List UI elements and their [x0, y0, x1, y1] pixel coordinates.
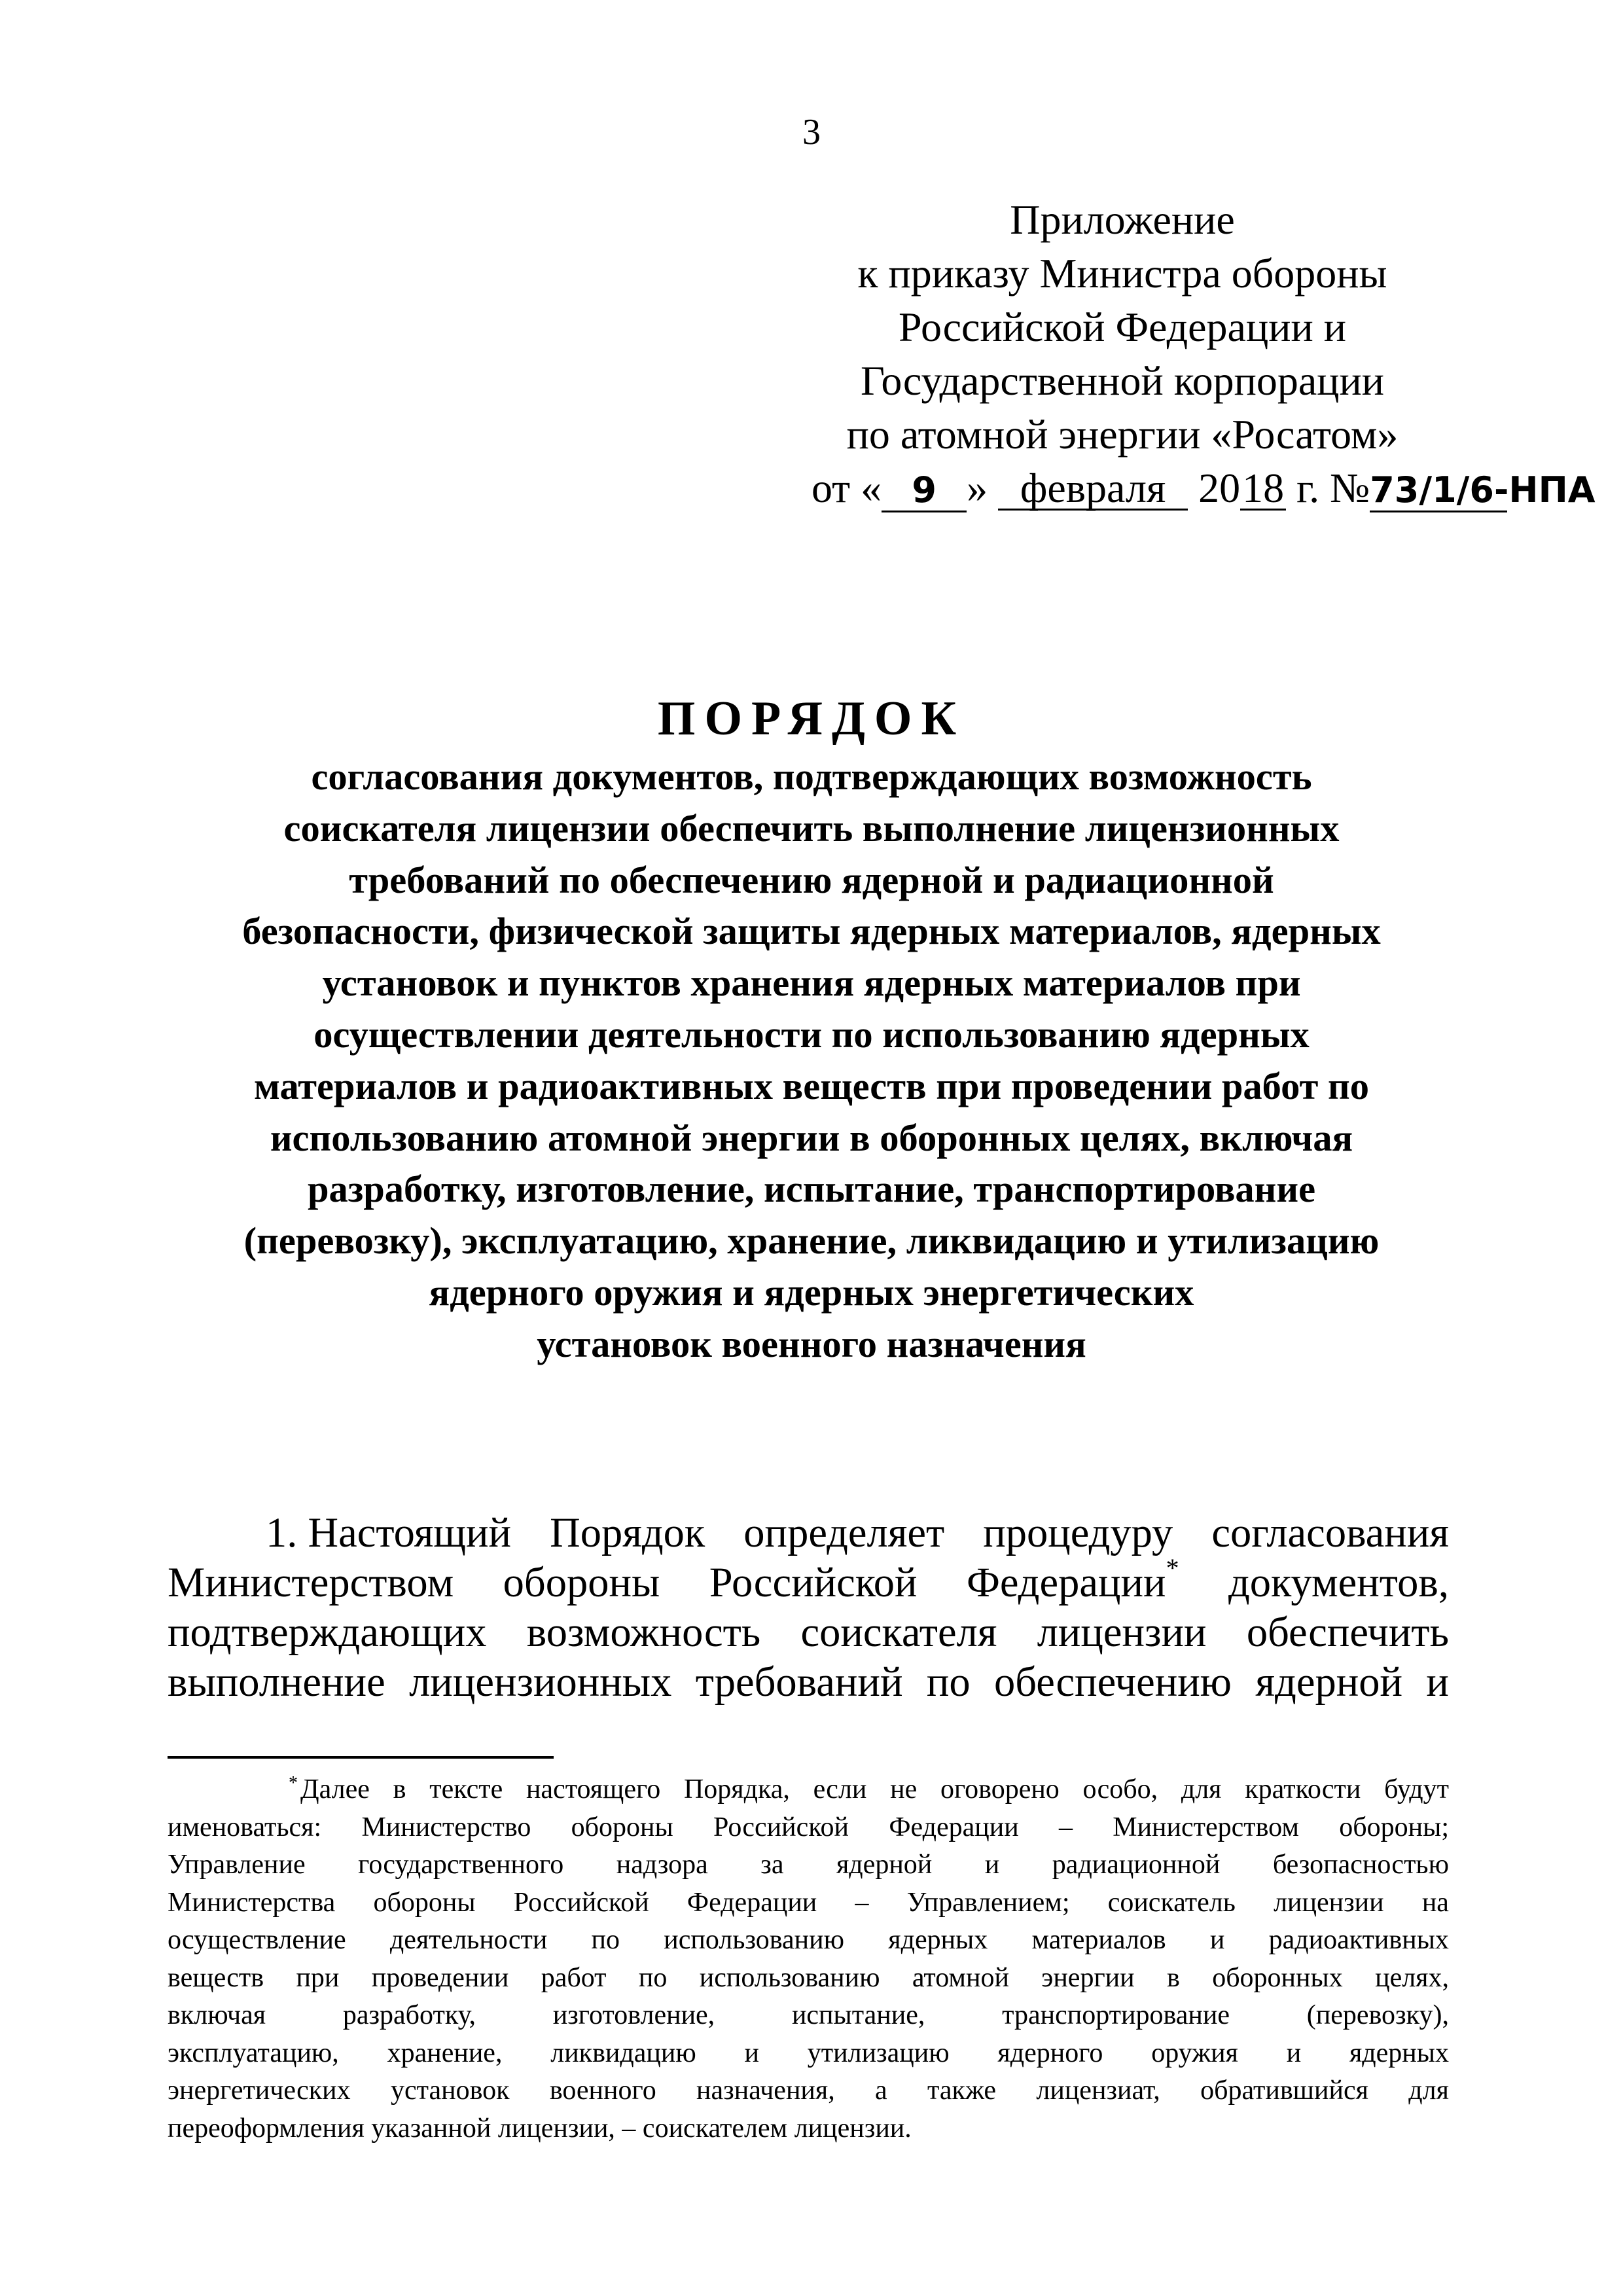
word: Порядок — [550, 1509, 705, 1556]
subtitle-line: осуществлении деятельности по использованию ядерных — [313, 1013, 1310, 1056]
word: требований — [695, 1659, 903, 1705]
word: лицензионных — [409, 1659, 672, 1705]
footnote-marker: * — [1166, 1553, 1179, 1583]
footnote-line — [168, 2072, 1449, 2110]
footnote-word: тексте — [429, 1774, 503, 1804]
footnote-word: не — [890, 1774, 918, 1804]
footnote-word: испытание, — [791, 2000, 925, 2030]
appendix-line: Российской Федерации и — [899, 304, 1346, 350]
appendix-line: Государственной корпорации — [860, 357, 1385, 404]
paragraph-1 — [168, 1508, 1449, 1707]
appendix-line: по атомной энергии «Росатом» — [846, 411, 1399, 457]
footnote-word: Порядка, — [683, 1774, 790, 1804]
word: процедуру — [983, 1509, 1173, 1556]
document-title: ПОРЯДОК — [657, 692, 966, 745]
footnote-word: использованию — [664, 1925, 845, 1955]
word: подтверждающих — [168, 1609, 487, 1655]
footnote-word: радиационной — [1052, 1850, 1221, 1880]
subtitle-line: материалов и радиоактивных веществ при проведении работ по — [254, 1064, 1369, 1107]
subtitle-line: соискателя лицензии обеспечить выполнение лицензионных — [283, 806, 1340, 850]
footnote-word: атомной — [912, 1962, 1009, 1993]
word: лицензии — [1037, 1609, 1207, 1655]
footnote-line — [168, 1809, 1449, 1847]
footnote-word: эксплуатацию, — [168, 2037, 339, 2068]
footnote-word: энергии — [1041, 1962, 1135, 1993]
footnote-word: назначения, — [696, 2075, 835, 2106]
footnote-word: материалов — [1031, 1925, 1166, 1955]
footnote-word: при — [296, 1962, 340, 1993]
footnote-line — [168, 1922, 1449, 1960]
footnote-word: – — [1058, 1812, 1073, 1842]
footnote-word: обратившийся — [1200, 2075, 1368, 2106]
footnote-word: для — [1181, 1774, 1222, 1804]
word: и — [1426, 1659, 1449, 1705]
footnote-word: и — [1286, 2037, 1302, 2068]
footnote-word: транспортирование — [1002, 2000, 1230, 2030]
footnote-line — [168, 1884, 1449, 1922]
footnote-word: радиоактивных — [1268, 1925, 1449, 1955]
subtitle-line: безопасности, физической защиты ядерных материалов, ядерных — [242, 910, 1381, 953]
word: выполнение — [168, 1659, 385, 1705]
footnote-word: ядерного — [997, 2037, 1103, 2068]
year-prefix: 20 — [1198, 465, 1241, 511]
footnote-line — [168, 1997, 1449, 2035]
footnote-word: проведении — [371, 1962, 509, 1993]
footnote-word: обороны — [373, 1887, 476, 1918]
footnote-word: Российской — [513, 1887, 649, 1918]
order-date-line — [812, 461, 1596, 515]
footnote-word: ядерной — [836, 1850, 933, 1880]
appendix-block — [812, 193, 1596, 515]
footnote-word: оружия — [1151, 2037, 1238, 2068]
footnote-word: Министерства — [168, 1887, 336, 1918]
footnote-word: краткости — [1245, 1774, 1361, 1804]
footnote-word: (перевозку), — [1306, 2000, 1449, 2030]
footnote-word: лицензиат, — [1036, 2075, 1160, 2106]
paragraph-line — [168, 1657, 1449, 1707]
footnote-line: переоформления указанной лицензии, – соискателем лицензии. — [168, 2113, 912, 2144]
order-number: 73/1/6-НПА — [1370, 470, 1507, 512]
word: ядерной — [1255, 1659, 1402, 1705]
word: по — [926, 1659, 971, 1705]
footnote-word: по — [638, 1962, 668, 1993]
paragraph-line — [168, 1607, 1449, 1657]
footnote-word: будут — [1384, 1774, 1449, 1804]
footnote-word: лицензии — [1274, 1887, 1384, 1918]
page-number: 3 — [802, 112, 821, 152]
footnote-word: на — [1421, 1887, 1449, 1918]
footnote-word: утилизацию — [807, 2037, 950, 2068]
footnote-word: для — [1408, 2075, 1449, 2106]
footnote-word: Министерством — [1113, 1812, 1299, 1842]
paragraph-line — [168, 1553, 1449, 1607]
order-day: 9 — [882, 470, 967, 512]
footnote-word: деятельности — [389, 1925, 548, 1955]
footnote-word: ликвидацию — [550, 2037, 696, 2068]
footnote-word: оборонных — [1212, 1962, 1343, 1993]
footnote-word: государственного — [358, 1850, 564, 1880]
footnote-word: целях, — [1375, 1962, 1449, 1993]
subtitle-line: ядерного оружия и ядерных энергетических — [429, 1270, 1194, 1314]
footnote-line — [168, 1846, 1449, 1884]
footnote-word: и — [744, 2037, 759, 2068]
footnote-word: по — [591, 1925, 620, 1955]
footnote-word: – — [855, 1887, 869, 1918]
word: обороны — [503, 1559, 660, 1605]
footnote-word: ядерных — [1349, 2037, 1449, 2068]
footnote-word: установок — [390, 2075, 510, 2106]
subtitle-line: установок военного назначения — [537, 1322, 1086, 1365]
word: Российской — [709, 1559, 918, 1605]
subtitle-line: (перевозку), эксплуатацию, хранение, ликвидацию и утилизацию — [243, 1219, 1380, 1263]
footnote-word: веществ — [168, 1962, 264, 1993]
footnote-line — [168, 1960, 1449, 1998]
footnote-word: военного — [549, 2075, 656, 2106]
footnote-word: в — [1166, 1962, 1180, 1993]
word: обеспечению — [994, 1659, 1232, 1705]
footnote-word: в — [393, 1774, 406, 1804]
footnote-word: Федерации — [889, 1812, 1019, 1842]
footnote-word: работ — [541, 1962, 607, 1993]
subtitle-line: установок и пунктов хранения ядерных материалов при — [322, 961, 1301, 1005]
footnote-word: Управление — [168, 1850, 306, 1880]
footnote-word: и — [984, 1850, 1000, 1880]
footnote-word: настоящего — [526, 1774, 661, 1804]
footnote-line — [168, 2035, 1449, 2073]
footnote-word: а — [875, 2075, 887, 2106]
footnote-word: включая — [168, 2000, 266, 2030]
word-with-footnote — [966, 1553, 1179, 1607]
word: обеспечить — [1246, 1609, 1449, 1655]
word: Федерации — [966, 1559, 1166, 1605]
footnote-word: обороны — [571, 1812, 673, 1842]
word: определяет — [743, 1509, 945, 1556]
footnote-word: за — [760, 1850, 784, 1880]
word: 1. Настоящий — [266, 1509, 512, 1556]
date-mid: » — [967, 465, 988, 511]
date-prefix: от « — [812, 465, 882, 511]
word: согласования — [1211, 1509, 1449, 1556]
order-month: февраля — [998, 468, 1188, 511]
footnote-word: Министерство — [361, 1812, 531, 1842]
footnote-word: разработку, — [342, 2000, 476, 2030]
footnote-word: особо, — [1082, 1774, 1158, 1804]
year-tail: г. № — [1296, 465, 1370, 511]
footnote-marker: * — [289, 1773, 298, 1793]
footnote-word: если — [813, 1774, 867, 1804]
subtitle-line: согласования документов, подтверждающих возможность — [311, 755, 1312, 798]
subtitle-line: использованию атомной энергии в оборонных целях, включая — [270, 1116, 1353, 1159]
word: Министерством — [168, 1559, 454, 1605]
word: документов, — [1228, 1559, 1449, 1605]
paragraph-line — [168, 1508, 1449, 1558]
footnote-line — [168, 1771, 1449, 1809]
footnote-word: использованию — [699, 1962, 880, 1993]
appendix-line: к приказу Министра обороны — [857, 250, 1387, 296]
footnote-word: хранение, — [387, 2037, 503, 2068]
footnote-word: энергетических — [168, 2075, 351, 2106]
footnote-word: именоваться: — [168, 1812, 322, 1842]
footnote-word: обороны; — [1339, 1812, 1449, 1842]
footnote-word: ядерных — [888, 1925, 988, 1955]
footnote-word: также — [927, 2075, 997, 2106]
footnote-word: соискатель — [1107, 1887, 1236, 1918]
footnote-word: безопасностью — [1272, 1850, 1449, 1880]
footnote-word: Российской — [713, 1812, 849, 1842]
word: соискателя — [800, 1609, 997, 1655]
year-suffix: 18 — [1240, 468, 1286, 511]
word: возможность — [526, 1609, 761, 1655]
footnote-word: оговорено — [940, 1774, 1060, 1804]
subtitle-line: требований по обеспечению ядерной и радиационной — [349, 858, 1274, 901]
footnote-word: осуществление — [168, 1925, 346, 1955]
footnote-word: надзора — [616, 1850, 708, 1880]
footnote-word: и — [1209, 1925, 1225, 1955]
footnote-word: *Далее — [289, 1773, 370, 1804]
subtitle-line: разработку, изготовление, испытание, транспортирование — [307, 1168, 1316, 1211]
document-subtitle — [131, 751, 1492, 1371]
footnote-divider — [168, 1756, 554, 1759]
footnote-word: Управлением; — [906, 1887, 1070, 1918]
footnote-word: изготовление, — [552, 2000, 715, 2030]
appendix-line: Приложение — [1010, 196, 1235, 243]
footnote — [168, 1771, 1449, 2147]
footnote-word: Федерации — [687, 1887, 817, 1918]
